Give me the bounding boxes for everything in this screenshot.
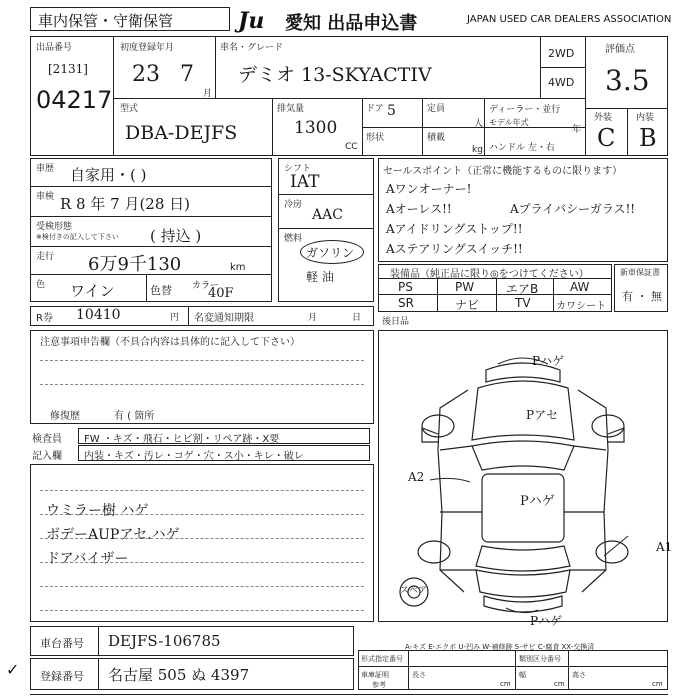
color-value: ワイン bbox=[70, 282, 115, 300]
windshield bbox=[472, 441, 574, 470]
height-unit: cm bbox=[652, 680, 663, 688]
warranty-value: 有 ・ 無 bbox=[622, 290, 662, 303]
ac-label: 冷房 bbox=[284, 200, 303, 210]
capacity-label: 定員 bbox=[427, 104, 446, 114]
lot-number: 04217 bbox=[36, 86, 113, 114]
color-label: 色 bbox=[36, 280, 46, 290]
rear-glass bbox=[476, 546, 570, 571]
type-label: 型式 bbox=[120, 104, 139, 114]
org-name: JAPAN USED CAR DEALERS ASSOCIATION bbox=[467, 14, 672, 25]
wheel-rl bbox=[418, 541, 450, 563]
equip-tv: TV bbox=[515, 296, 531, 310]
inspector-row-2-text: 内装・キズ・汚レ・コゲ・穴・ス小・キレ・破レ bbox=[84, 451, 304, 462]
repair-label: 修復歴 bbox=[50, 411, 80, 422]
notice-label: 名変通知期限 bbox=[194, 313, 254, 324]
mileage-unit: km bbox=[230, 262, 246, 273]
height-label: 高さ bbox=[572, 671, 586, 679]
rear-bumper bbox=[484, 596, 562, 612]
equip-aw: AW bbox=[570, 280, 590, 294]
equip-navi: ナビ bbox=[455, 298, 480, 312]
selling-point-5: Aステアリングスイッチ!! bbox=[386, 242, 523, 256]
color-code: 40F bbox=[208, 286, 234, 301]
mark-side: A2 bbox=[408, 470, 425, 484]
reg-ref-label: 車庫証明 bbox=[361, 671, 389, 679]
doors-value: 5 bbox=[387, 103, 396, 119]
vehicle-type: DBA-DEJFS bbox=[125, 122, 238, 144]
shift-value: IAT bbox=[290, 172, 320, 192]
inspection-value: R 8 年 7 月(28 日) bbox=[60, 195, 191, 213]
mark-hood: Pアセ bbox=[526, 408, 558, 422]
plate-value: 名古屋 505 ぬ 4397 bbox=[108, 666, 250, 684]
load-unit: kg bbox=[472, 145, 483, 155]
shift-label: シフト bbox=[284, 164, 312, 174]
handle-label: ハンドル 左・右 bbox=[489, 143, 555, 153]
length-label: 長さ bbox=[412, 671, 426, 679]
check-mark: ✓ bbox=[6, 660, 20, 679]
chassis-value: DEJFS-106785 bbox=[108, 632, 221, 650]
note-line-3: ドアバイザー bbox=[46, 551, 129, 567]
fuel-diesel: 軽 油 bbox=[306, 270, 334, 284]
fuel-circle bbox=[300, 240, 364, 264]
mileage-value: 6万9千130 bbox=[88, 254, 182, 275]
chassis-label: 車台番号 bbox=[40, 637, 84, 650]
note-line-1: ウミラー樹 ハゲ bbox=[46, 503, 149, 519]
record-label: 記入欄 bbox=[32, 451, 62, 462]
exterior-score: C bbox=[597, 124, 616, 152]
mark-bottom: Pハゲ bbox=[530, 614, 563, 628]
shape-label: 形状 bbox=[366, 133, 385, 143]
equip-pw: PW bbox=[455, 280, 475, 294]
mark-roof: Pハゲ bbox=[520, 494, 555, 509]
mark-right: A1 bbox=[656, 540, 673, 554]
repair-value: 有 ( 箇所 bbox=[114, 411, 155, 422]
displacement-label: 排気量 bbox=[277, 104, 305, 114]
history-value: 自家用・( ) bbox=[70, 166, 147, 184]
equip-airbag: エアB bbox=[506, 282, 539, 296]
selling-point-3: Aプライバシーガラス!! bbox=[510, 202, 636, 216]
length-unit: cm bbox=[500, 680, 511, 688]
trunk bbox=[476, 570, 570, 597]
score-value: 3.5 bbox=[605, 64, 650, 97]
equip-seat: カワシート bbox=[556, 301, 606, 312]
equip-sr: SR bbox=[398, 296, 414, 310]
cert-label: 形式指定番号 bbox=[361, 655, 403, 663]
inspector-label: 検査員 bbox=[32, 434, 62, 445]
displacement: 1300 bbox=[294, 118, 338, 138]
notice-month: 月 bbox=[308, 313, 318, 323]
selling-point-1: Aワンオーナー! bbox=[386, 182, 472, 196]
hood bbox=[472, 381, 574, 440]
equip-ps: PS bbox=[398, 280, 413, 294]
selling-points-label: セールスポイント（正常に機能するものに限ります） bbox=[383, 166, 623, 177]
mark-top: Pハゲ bbox=[532, 354, 565, 368]
model-year-label: モデル年式 bbox=[489, 118, 529, 127]
load-label: 積載 bbox=[427, 133, 446, 143]
interior-label: 内装 bbox=[636, 113, 655, 123]
recycle-label: R券 bbox=[36, 313, 53, 324]
storage-badge-text: 車内保管・守衛保管 bbox=[38, 12, 174, 30]
ac-value: AAC bbox=[312, 207, 343, 223]
registration-month-unit: 月 bbox=[203, 89, 213, 99]
capacity-unit: 人 bbox=[474, 119, 484, 129]
note-line-2: ボデーAUPアセ.ハゲ bbox=[46, 527, 180, 543]
exterior-label: 外装 bbox=[594, 113, 613, 123]
ref-label: 参考 bbox=[372, 681, 386, 689]
wheel-rr bbox=[596, 541, 628, 563]
vehicle-name: デミオ 13-SKYACTIV bbox=[238, 64, 432, 86]
receipt-label: 受検形態 bbox=[36, 222, 73, 232]
doors-label: ドア bbox=[366, 104, 384, 114]
inspection-label: 車検 bbox=[36, 192, 55, 202]
color-code-label: カラー bbox=[192, 281, 220, 291]
displacement-unit: CC bbox=[345, 142, 358, 152]
diagram-legend: A-キズ E-エクボ U-凹み W-補修跡 S-サビ C-腐食 XX-交換済 bbox=[405, 643, 595, 651]
history-label: 車歴 bbox=[36, 164, 55, 174]
receipt-note: ※検付きの記入して下さい bbox=[36, 233, 119, 241]
fuel-label: 燃料 bbox=[284, 234, 303, 244]
receipt-value: ( 持込 ) bbox=[150, 227, 202, 245]
page-title: 愛知 出品申込書 bbox=[285, 13, 418, 34]
width-unit: cm bbox=[554, 680, 565, 688]
registration-label: 初度登録年月 bbox=[120, 43, 175, 53]
class-label: 類別区分番号 bbox=[519, 655, 561, 663]
vehicle-name-label: 車名・グレード bbox=[220, 43, 284, 53]
mileage-label: 走行 bbox=[36, 252, 55, 262]
model-year-unit: 年 bbox=[572, 125, 582, 135]
selling-point-4: Aアイドリングストップ!! bbox=[386, 222, 523, 236]
lot-label: 出品番号 bbox=[36, 43, 73, 53]
drive-2wd: 2WD bbox=[548, 47, 575, 60]
interior-score: B bbox=[639, 124, 657, 152]
width-label: 幅 bbox=[519, 671, 526, 679]
selling-point-2: Aオーレス!! bbox=[386, 202, 452, 216]
warranty-label: 新車保証書 bbox=[620, 268, 660, 277]
color-change-label: 色替 bbox=[150, 284, 172, 297]
dealer-label: ディーラー・並行 bbox=[489, 105, 561, 115]
registration-month: 7 bbox=[180, 62, 194, 87]
score-label: 評価点 bbox=[605, 44, 635, 55]
cert-row bbox=[358, 650, 668, 690]
drive-4wd: 4WD bbox=[548, 76, 575, 89]
lot-bracket: [2131] bbox=[48, 62, 88, 76]
fuel-value: ガソリン bbox=[306, 246, 355, 260]
registration-year: 23 bbox=[132, 62, 160, 87]
plate-label: 登録番号 bbox=[40, 670, 84, 683]
recycle-unit: 円 bbox=[170, 313, 180, 323]
ju-logo: Ju bbox=[238, 8, 265, 34]
notice-day: 日 bbox=[352, 313, 362, 323]
rear-seat-label: 後日品 bbox=[382, 317, 410, 327]
spare-label: スペア bbox=[400, 586, 428, 596]
recycle-value: 10410 bbox=[76, 307, 121, 323]
equipment-label: 装備品（純正品に限り◎をつけてください） bbox=[390, 269, 589, 280]
notes-label: 注意事項申告欄（不具合内容は具体的に記入して下さい） bbox=[40, 337, 300, 348]
inspector-row-1-text: FW ・キズ・飛石・ヒビ割・リペア跡・X要 bbox=[84, 434, 280, 445]
